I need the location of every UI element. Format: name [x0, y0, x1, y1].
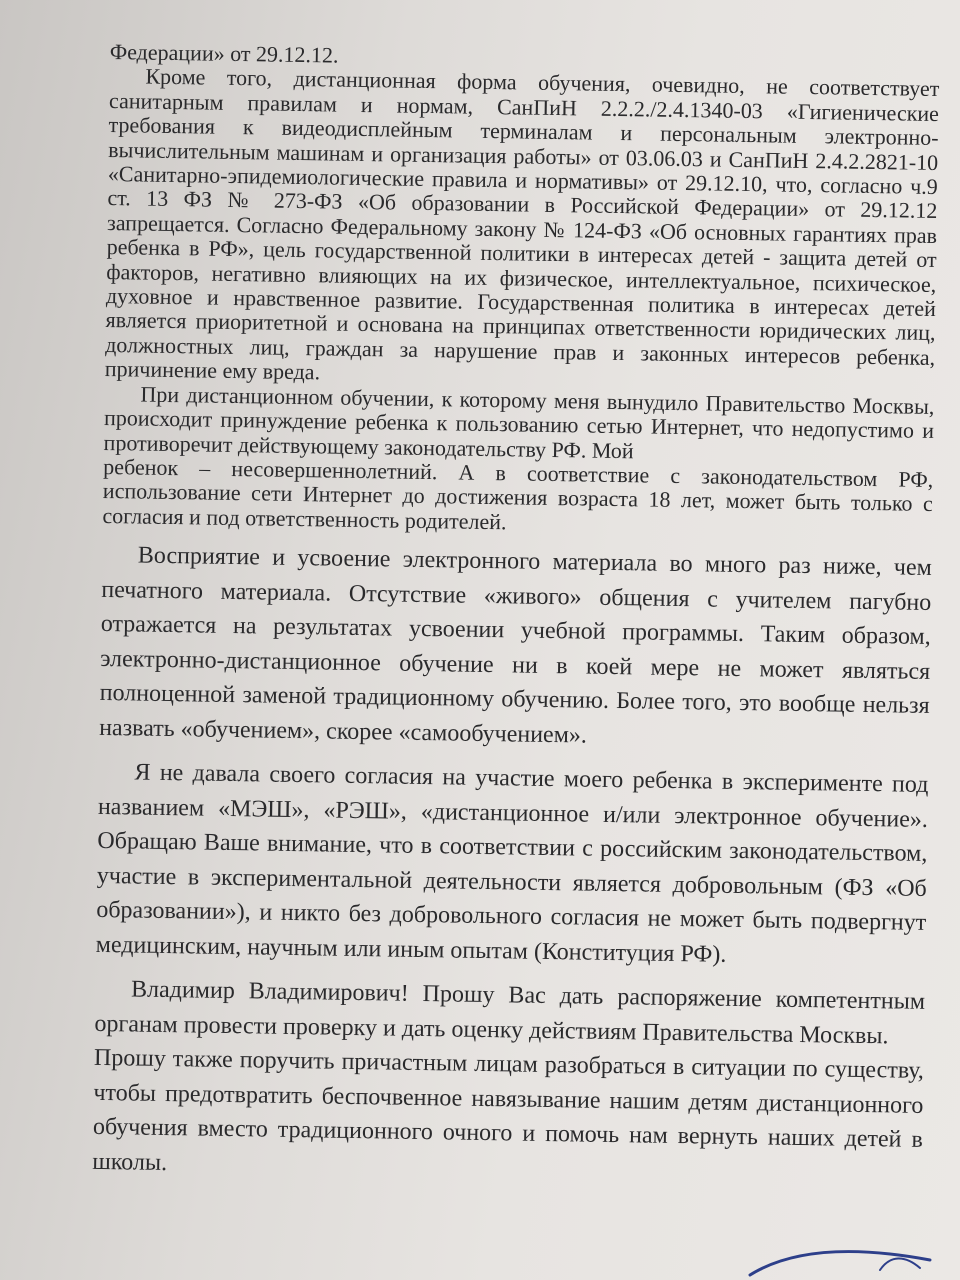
- paragraph-minor-child: ребенок – несовершеннолетний. А в соответствие с законодательством РФ, использование сети Интернет до достижения возраста 18 лет, может быть только с согласия и под ответственность родителей.: [102, 453, 934, 535]
- paragraph-sanpin: Кроме того, дистанционная форма обучения, очевидно, не соответствует санитарным правилам и нормам, СанПиН 2.2.2./2.4.1340-03 «Гигиенические требования к видеодисплейным терминалам и персональным электронно-вычислительным машинам и организация работы» от 03.06.03 и СанПиН 2.4.2.2821-10 «Санитарно-эпидемиологические правила и нормативы» от 29.12.10, что, согласно ч.9 ст. 13 ФЗ № 273-ФЗ «Об образовании в Российской Федерации» от 29.12.12 запрещается. Согласно Федеральному закону № 124-ФЗ «Об основных гарантиях прав ребенка в РФ», цель государственной политики в интересах детей - защита детей от факторов, негативно влияющих на их физическое, интеллектуальное, психическое, духовное и нравственное развитие. Государственная политика в интересах детей является приоритетной и основана на принципах ответственности юридических лиц, должностных лиц, граждан за нарушение прав и законных интересов ребенка, причинение ему вреда.: [104, 63, 940, 385]
- paragraph-request: Владимир Владимирович! Прошу Вас дать распоряжение компетентным органам провести проверку и дать оценку действиям Правительства Москвы.: [94, 976, 926, 1049]
- document-body: [92, 40, 940, 1192]
- paragraph-consent: Я не давала своего согласия на участие моего ребенка в эксперименте под названием «МЭШ», «РЭШ», «дистанционное и/или электронное обучение». Обращаю Ваше внимание, что в соответствии с российским законодательством, участие в экспериментальной деятельности является добровольным (ФЗ «Об образовании»), и никто без добровольного согласия не может быть подвергнут медицинским, научным или иным опытам (Конституция РФ).: [95, 759, 929, 968]
- signature-mark: [730, 1240, 950, 1280]
- paragraph-final-request: Прошу также поручить причастным лицам разобраться в ситуации по существу, чтобы предотвратить беспочвенное навязывание нашим детям дистанционного обучения вместо традиционного очного и помочь нам вернуть наших детей в школы.: [92, 1045, 925, 1176]
- paragraph-remote-learning: При дистанционном обучении, к которому меня вынудило Правительство Москвы, происходит принуждение ребенка к пользованию сетью Интернет, что недопустимо и противоречит действующему законодательству РФ. Мой: [103, 381, 935, 463]
- paragraph-perception: Восприятие и усвоение электронного материала во много раз ниже, чем печатного материала. Отсутствие «живого» общения с учителем пагубно отражается на результатах усвоении учебной программы. Таким образом, электронно-дистанционное обучение ни в коей мере не может являться полноценной заменой традиционному обучению. Более того, это вообще нельзя назвать «обучением», скорее «самообучением».: [98, 542, 933, 749]
- paragraph-line-start: Федерации» от 29.12.12.: [109, 39, 339, 68]
